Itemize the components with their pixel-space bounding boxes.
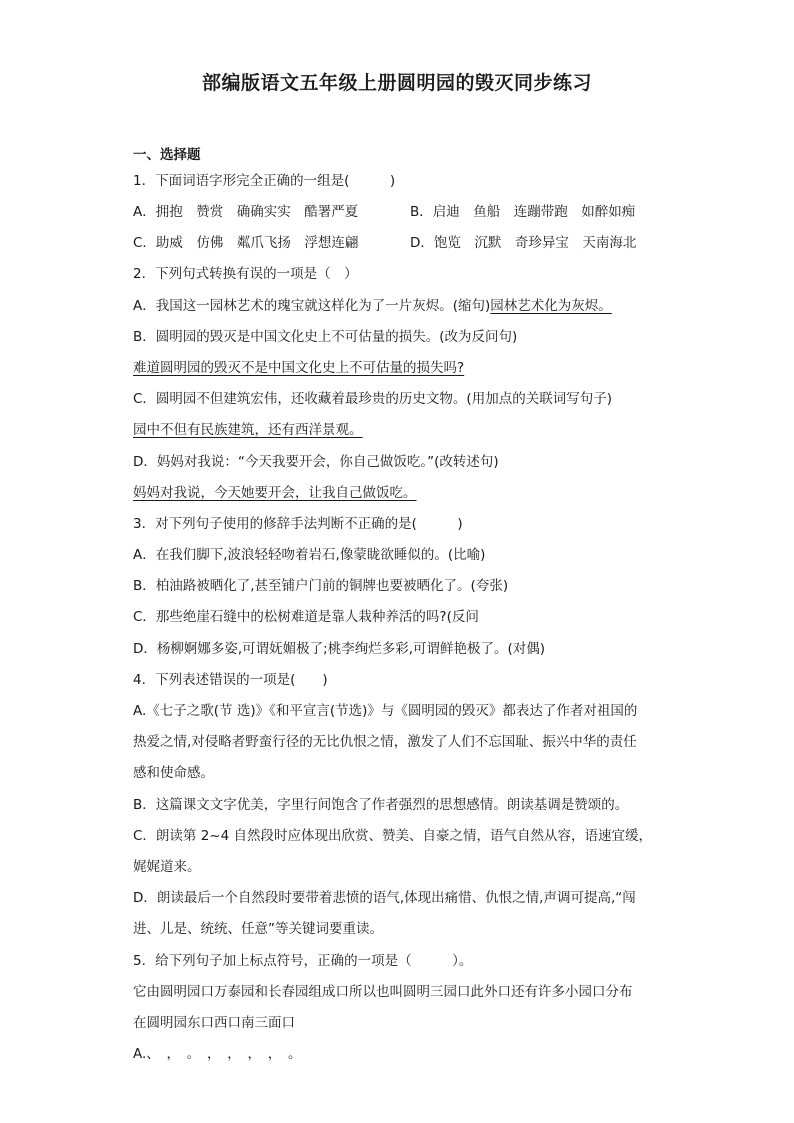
q2-option-b: B．圆明园的毁灭是中国文化史上不可估量的损失。(改为反问句): [133, 329, 518, 345]
q2-option-c-answer: 园中不但有民族建筑，还有西洋景观。: [133, 422, 363, 438]
q2-option-b-answer: 难道圆明园的毁灭不是中国文化史上不可估量的损失吗?: [133, 360, 465, 376]
q2-option-c: C．圆明园不但建筑宏伟，还收藏着最珍贵的历史文物。(用加点的关联词写句子): [133, 391, 612, 407]
page-title: 部编版语文五年级上册圆明园的毁灭同步练习: [201, 72, 592, 94]
q4-stem: 4．下列表述错误的一项是( ): [133, 672, 328, 688]
q4-option-b: B．这篇课文文字优美，字里行间饱含了作者强烈的思想感情。朗读基调是赞颂的。: [133, 797, 629, 813]
q1-option-b: B．启迪 鱼船 连蹦带跑 如醉如痴: [410, 204, 636, 220]
q5-option-a: A.、 ， 。 ， ， ， ， 。: [133, 1046, 302, 1062]
q4-option-d-line1: D．朗读最后一个自然段时要带着悲愤的语气,体现出痛惜、仇恨之情,声调可提高,“闯: [133, 890, 636, 906]
q3-option-a: A．在我们脚下,波浪轻轻吻着岩石,像蒙眬欲睡似的。(比喻): [133, 547, 486, 563]
q5-sentence-line2: 在圆明园东口西口南三面口: [133, 1015, 295, 1031]
q2-stem: 2．下列句式转换有误的一项是（ ）: [133, 266, 358, 282]
q3-stem: 3．对下列句子使用的修辞手法判断不正确的是( ): [133, 516, 463, 532]
q4-option-d-line2: 进、儿是、统统、任意”等关键词要重读。: [133, 921, 383, 937]
section-heading: 一、选择题: [133, 147, 201, 163]
q4-option-a-line3: 感和使命感。: [133, 765, 214, 781]
q3-option-b: B．柏油路被晒化了,甚至铺户门前的铜牌也要被晒化了。(夸张): [133, 578, 509, 594]
q5-stem: 5．给下列句子加上标点符号，正确的一项是（ ）。: [133, 953, 473, 969]
q3-option-c: C．那些绝崖石缝中的松树难道是靠人栽种养活的吗?(反问: [133, 609, 479, 625]
q1-stem: 1．下面词语字形完全正确的一组是( ): [133, 173, 396, 189]
q1-option-c: C．助威 仿佛 粼爪飞扬 浮想连翩: [133, 235, 359, 251]
q1-option-d: D．饱览 沉默 奇珍异宝 天南海北: [410, 235, 637, 251]
q4-option-a-line1: A.《七子之歌(节 选)》《和平宣言(节选)》与《圆明园的毁灭》都表达了作者对祖国的: [133, 703, 638, 719]
q2-option-a: [133, 297, 612, 315]
q3-option-d: D．杨柳婀娜多姿,可谓妩媚极了;桃李绚烂多彩,可谓鲜艳极了。(对偶): [133, 641, 546, 657]
q4-option-c-line1: C．朗读第 2~4 自然段时应体现出欣赏、赞美、自豪之情，语气自然从容，语速宜缓，: [133, 828, 652, 844]
q2-option-a-text: A．我国这一园林艺术的瑰宝就这样化为了一片灰烬。(缩句): [133, 298, 491, 314]
q1-option-a: A．拥抱 赞赏 确确实实 酷署严夏: [133, 204, 359, 220]
q2-option-d: D．妈妈对我说：“今天我要开会，你自己做饭吃。”(改转述句): [133, 454, 499, 470]
q2-option-d-answer: 妈妈对我说，今天她要开会，让我自己做饭吃。: [133, 485, 417, 501]
q2-option-a-answer: 园林艺术化为灰烬。: [490, 298, 612, 314]
q5-sentence-line1: 它由圆明园口万泰园和长春园组成口所以也叫圆明三园口此外口还有许多小园口分布: [133, 984, 633, 1000]
q4-option-c-line2: 娓娓道来。: [133, 859, 201, 875]
q4-option-a-line2: 热爱之情,对侵略者野蛮行径的无比仇恨之情，激发了人们不忘国耻、振兴中华的责任: [133, 734, 637, 750]
